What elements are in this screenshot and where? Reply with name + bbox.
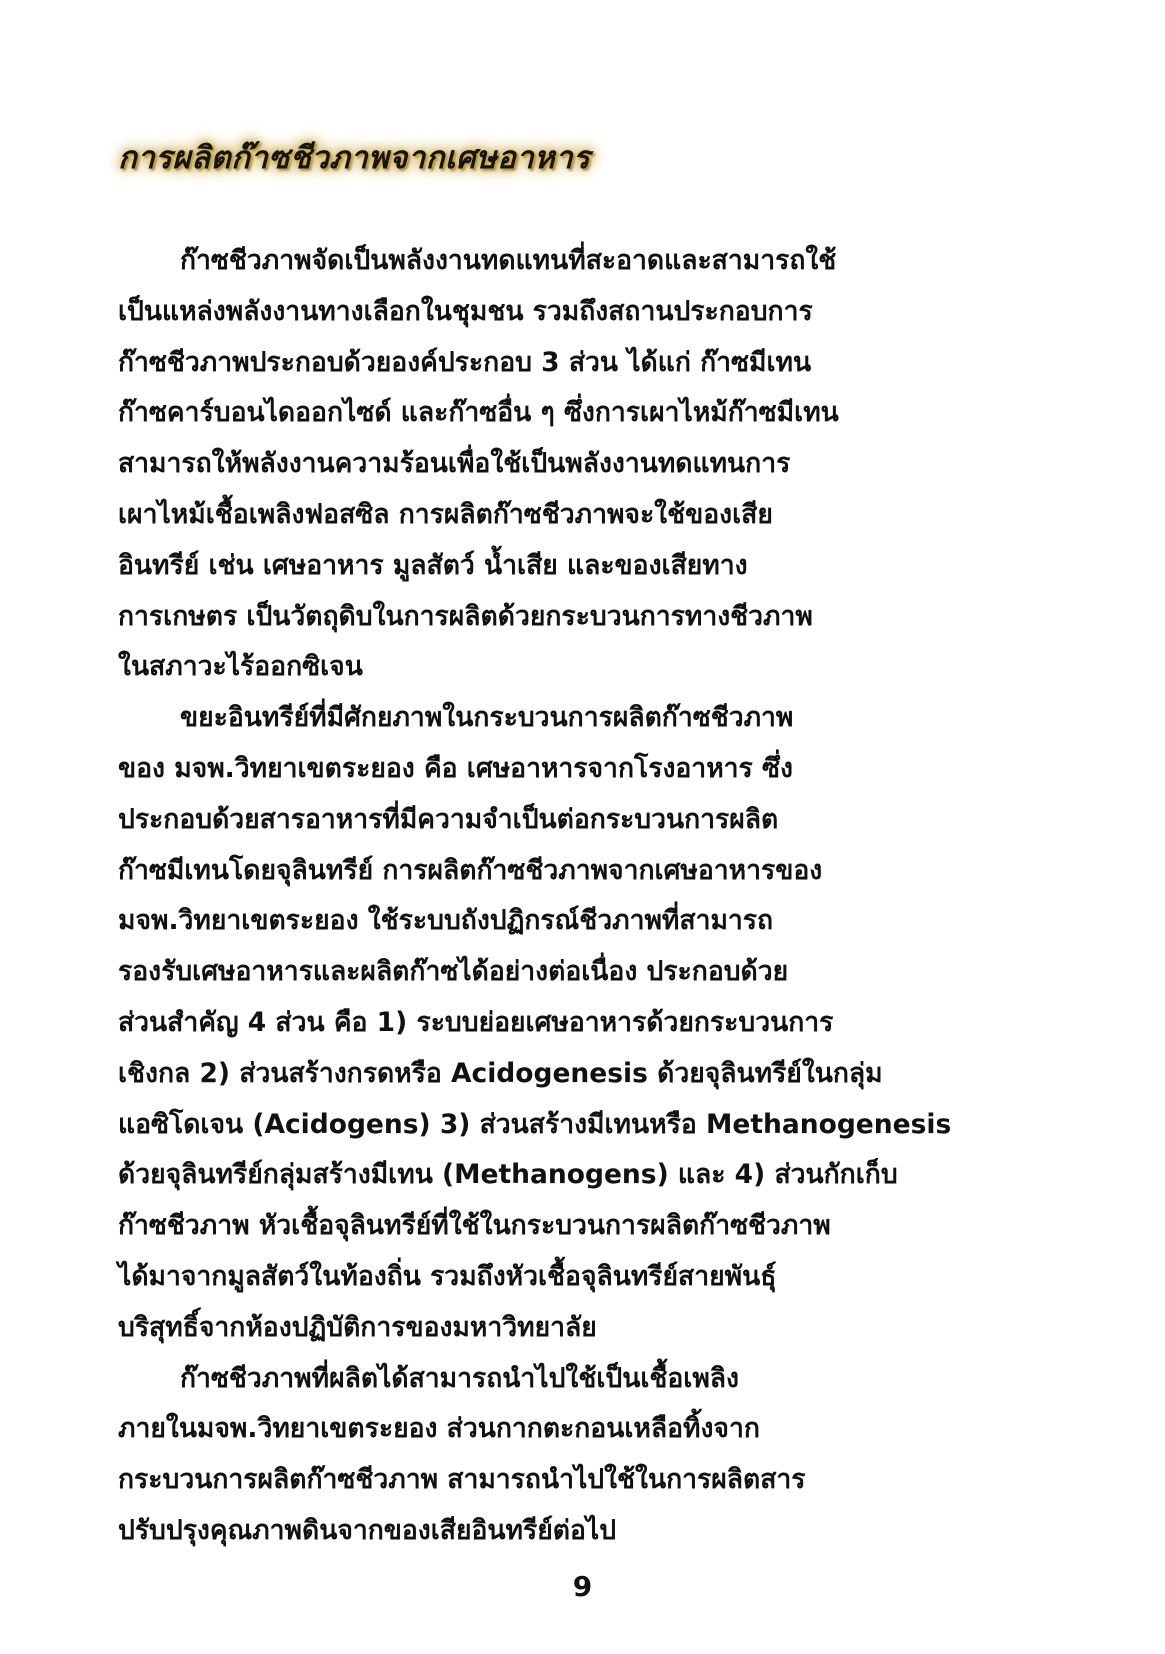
page-title: การผลิตก๊าซชีวภาพจากเศษอาหาร: [118, 140, 591, 176]
paragraph-1-line: เป็นแหล่งพลังงานทางเลือกในชุมชน รวมถึงสถานประกอบการ: [118, 295, 813, 327]
paragraph-2-line: ของ มจพ.วิทยาเขตระยอง คือ เศษอาหารจากโรงอาหาร ซึ่ง: [118, 752, 793, 784]
paragraph-2-line: ส่วนสำคัญ 4 ส่วน คือ 1) ระบบย่อยเศษอาหารด้วยกระบวนการ: [118, 1006, 834, 1038]
paragraph-3-line: ก๊าซชีวภาพที่ผลิตได้สามารถนำไปใช้เป็นเชื้อเพลิง: [180, 1362, 739, 1394]
paragraph-2-line: รองรับเศษอาหารและผลิตก๊าซได้อย่างต่อเนื่อง ประกอบด้วย: [118, 956, 789, 988]
paragraph-1-line: ในสภาวะไร้ออกซิเจน: [118, 651, 363, 683]
paragraph-2-line: ก๊าซชีวภาพ หัวเชื้อจุลินทรีย์ที่ใช้ในกระบวนการผลิตก๊าซชีวภาพ: [118, 1210, 831, 1242]
paragraph-1-line: เผาไหม้เชื้อเพลิงฟอสซิล การผลิตก๊าซชีวภาพจะใช้ของเสีย: [118, 498, 773, 530]
paragraph-2-line: บริสุทธิ์จากห้องปฏิบัติการของมหาวิทยาลัย: [118, 1311, 597, 1343]
paragraph-3-line: ปรับปรุงคุณภาพดินจากของเสียอินทรีย์ต่อไป: [118, 1514, 617, 1546]
page-number: 9: [572, 1570, 593, 1603]
paragraph-2-line: ขยะอินทรีย์ที่มีศักยภาพในกระบวนการผลิตก๊าซชีวภาพ: [180, 702, 794, 734]
paragraph-1-line: สามารถให้พลังงานความร้อนเพื่อใช้เป็นพลังงานทดแทนการ: [118, 448, 791, 480]
paragraph-1-line: อินทรีย์ เช่น เศษอาหาร มูลสัตว์ น้ำเสีย และของเสียทาง: [118, 549, 748, 581]
paragraph-3-line: กระบวนการผลิตก๊าซชีวภาพ สามารถนำไปใช้ในการผลิตสาร: [118, 1464, 806, 1496]
paragraph-2-line: มจพ.วิทยาเขตระยอง ใช้ระบบถังปฏิกรณ์ชีวภาพที่สามารถ: [118, 905, 774, 937]
paragraph-2-line: เชิงกล 2) ส่วนสร้างกรดหรือ Acidogenesis ด้วยจุลินทรีย์ในกลุ่ม: [118, 1057, 883, 1089]
paragraph-3-line: ภายในมจพ.วิทยาเขตระยอง ส่วนกากตะกอนเหลือทิ้งจาก: [118, 1413, 760, 1445]
paragraph-1-line: ก๊าซคาร์บอนไดออกไซด์ และก๊าซอื่น ๆ ซึ่งการเผาไหม้ก๊าซมีเทน: [118, 397, 839, 429]
paragraph-2-line: ประกอบด้วยสารอาหารที่มีความจำเป็นต่อกระบวนการผลิต: [118, 803, 779, 835]
body-text: [118, 236, 1008, 1557]
paragraph-2-line: ด้วยจุลินทรีย์กลุ่มสร้างมีเทน (Methanogens) และ 4) ส่วนกักเก็บ: [118, 1159, 898, 1191]
paragraph-2-line: แอซิโดเจน (Acidogens) 3) ส่วนสร้างมีเทนหรือ Methanogenesis: [118, 1108, 952, 1140]
paragraph-1-line: การเกษตร เป็นวัตถุดิบในการผลิตด้วยกระบวนการทางชีวภาพ: [118, 600, 813, 632]
paragraph-2-line: ได้มาจากมูลสัตว์ในท้องถิ่น รวมถึงหัวเชื้อจุลินทรีย์สายพันธุ์: [118, 1260, 777, 1292]
paragraph-1-line: ก๊าซชีวภาพจัดเป็นพลังงานทดแทนที่สะอาดและสามารถใช้: [180, 245, 837, 276]
paragraph-1-line: ก๊าซชีวภาพประกอบด้วยองค์ประกอบ 3 ส่วน ได้แก่ ก๊าซมีเทน: [118, 346, 812, 378]
paragraph-2-line: ก๊าซมีเทนโดยจุลินทรีย์ การผลิตก๊าซชีวภาพจากเศษอาหารของ: [118, 854, 823, 886]
